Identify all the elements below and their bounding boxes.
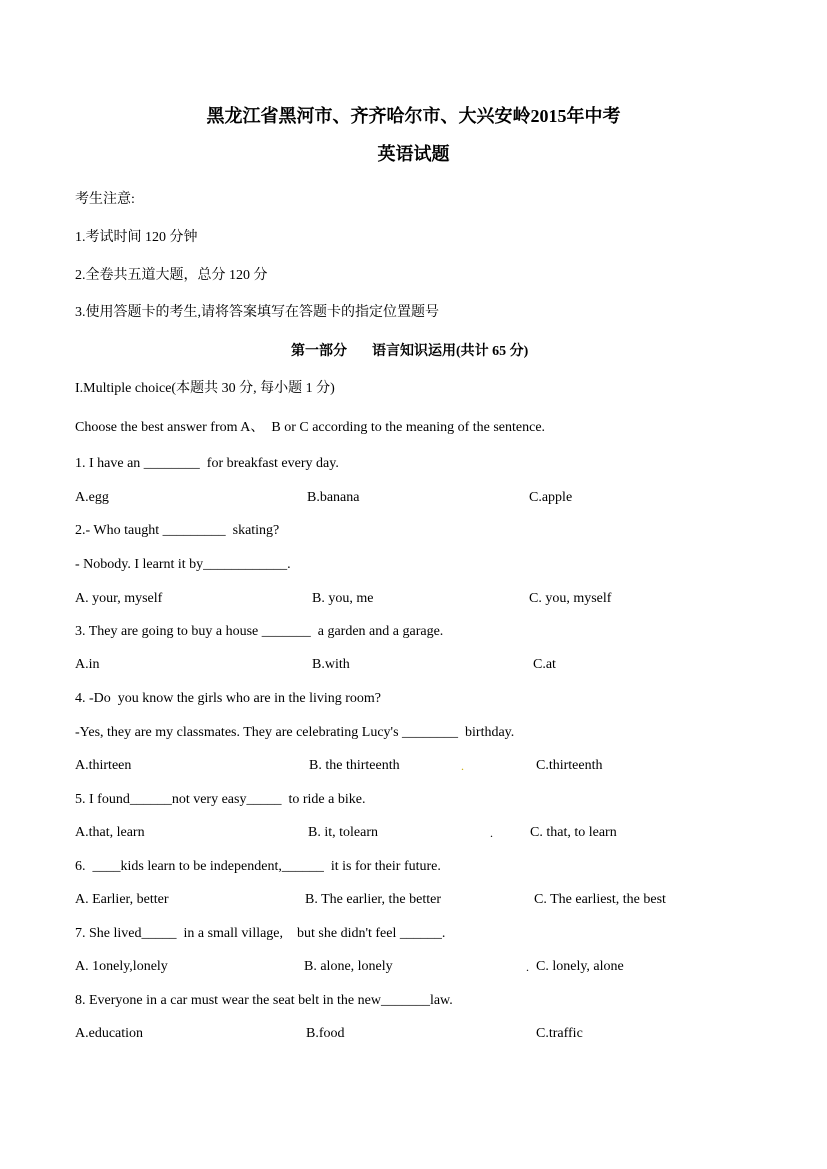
option-c: C. The earliest, the best — [534, 892, 666, 907]
option-a: A.egg — [75, 490, 109, 505]
option-a: A. your, myself — [75, 591, 163, 606]
option-c: C.apple — [529, 490, 573, 505]
question-stem: -Yes, they are my classmates. They are celebrating Lucy's ________ birthday. — [75, 725, 515, 740]
question-stem: 2.- Who taught _________ skating? — [75, 523, 280, 538]
stray-mark: . — [461, 759, 464, 773]
option-c: C.thirteenth — [536, 758, 603, 773]
stray-mark: . — [490, 826, 493, 840]
option-b: B. the thirteenth — [309, 758, 400, 773]
notice-item: 3.使用答题卡的考生,请将答案填写在答题卡的指定位置题号 — [75, 305, 439, 320]
option-c: C. lonely, alone — [536, 959, 624, 974]
stray-mark: . — [526, 960, 529, 974]
option-c: C.at — [533, 657, 556, 672]
notice-item: 1.考试时间 120 分钟 — [75, 230, 198, 245]
option-a: A.thirteen — [75, 758, 132, 773]
exam-title: 黑龙江省黑河市、齐齐哈尔市、大兴安岭2015年中考 — [206, 106, 621, 126]
option-a: A. Earlier, better — [75, 892, 169, 907]
question-stem: 6. ____kids learn to be independent,______ it is for their future. — [75, 859, 441, 874]
section-title: I.Multiple choice(本题共 30 分, 每小题 1 分) — [75, 381, 335, 396]
option-a: A.education — [75, 1026, 144, 1041]
option-b: B. you, me — [312, 591, 374, 606]
notice-item: 2.全卷共五道大题，总分 120 分 — [75, 268, 268, 283]
option-c: C.traffic — [536, 1026, 583, 1041]
option-c: C. that, to learn — [530, 825, 617, 840]
option-b: B. The earlier, the better — [305, 892, 442, 907]
option-b: B.food — [306, 1026, 345, 1041]
option-a: A.that, learn — [75, 825, 145, 840]
notice-heading: 考生注意: — [75, 192, 135, 207]
question-stem: 4. -Do you know the girls who are in the living room? — [75, 691, 382, 706]
question-stem: 5. I found______not very easy_____ to ride a bike. — [75, 792, 366, 807]
option-c: C. you, myself — [529, 591, 612, 606]
option-b: B.banana — [307, 490, 360, 505]
option-a: A.in — [75, 657, 100, 672]
option-b: B.with — [312, 657, 350, 672]
option-b: B. it, tolearn — [308, 825, 378, 840]
question-stem: 7. She lived_____ in a small village, but she didn't feel ______. — [75, 926, 446, 941]
question-stem: 1. I have an ________ for breakfast every day. — [75, 456, 339, 471]
option-b: B. alone, lonely — [304, 959, 393, 974]
part-label: 第一部分 — [291, 344, 347, 359]
part-title: 语言知识运用(共计 65 分) — [372, 344, 529, 359]
question-stem: 8. Everyone in a car must wear the seat belt in the new_______law. — [75, 993, 453, 1008]
section-instruction: Choose the best answer from A、 B or C according to the meaning of the sentence. — [75, 420, 546, 435]
question-stem: - Nobody. I learnt it by____________. — [75, 557, 291, 572]
question-stem: 3. They are going to buy a house _______ a garden and a garage. — [75, 624, 444, 639]
option-a: A. 1onely,lonely — [75, 959, 168, 974]
exam-subtitle: 英语试题 — [377, 144, 450, 164]
